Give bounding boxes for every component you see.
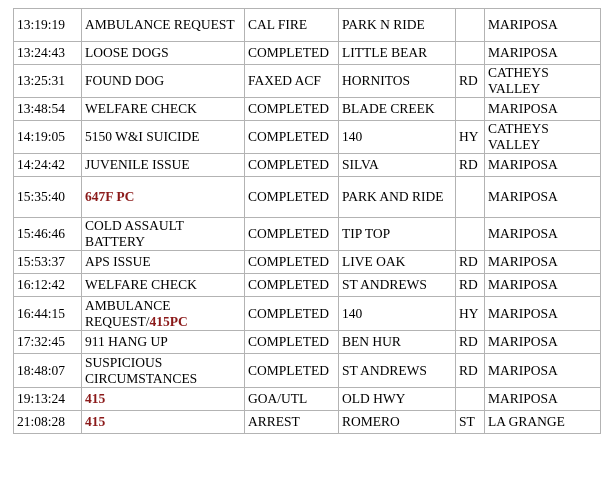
call-type-cell bbox=[82, 297, 245, 331]
disposition-cell: COMPLETED bbox=[245, 154, 339, 177]
call-type-text: WELFARE CHECK bbox=[85, 277, 197, 292]
table-row bbox=[14, 354, 601, 388]
call-time-cell: 17:32:45 bbox=[14, 331, 82, 354]
street-suffix-cell: HY bbox=[456, 297, 485, 331]
city-cell: MARIPOSA bbox=[485, 98, 601, 121]
street-suffix-cell: RD bbox=[456, 251, 485, 274]
city-cell: MARIPOSA bbox=[485, 154, 601, 177]
highlighted-call-code: 415 bbox=[85, 414, 106, 429]
city-cell: MARIPOSA bbox=[485, 9, 601, 42]
disposition-cell: COMPLETED bbox=[245, 297, 339, 331]
street-suffix-cell: RD bbox=[456, 274, 485, 297]
city-cell: MARIPOSA bbox=[485, 42, 601, 65]
call-time-cell: 15:46:46 bbox=[14, 218, 82, 251]
city-cell: MARIPOSA bbox=[485, 218, 601, 251]
call-time-cell: 14:19:05 bbox=[14, 121, 82, 154]
street-cell: BLADE CREEK bbox=[339, 98, 456, 121]
highlighted-call-code: 415PC bbox=[149, 313, 188, 329]
city-cell: MARIPOSA bbox=[485, 297, 601, 331]
street-suffix-cell: RD bbox=[456, 154, 485, 177]
table-row bbox=[14, 154, 601, 177]
call-type-text: LOOSE DOGS bbox=[85, 45, 169, 60]
street-cell: ST ANDREWS bbox=[339, 274, 456, 297]
table-row bbox=[14, 274, 601, 297]
street-cell: ROMERO bbox=[339, 411, 456, 434]
street-suffix-cell: HY bbox=[456, 121, 485, 154]
street-suffix-cell bbox=[456, 42, 485, 65]
call-time-cell: 18:48:07 bbox=[14, 354, 82, 388]
disposition-cell: COMPLETED bbox=[245, 121, 339, 154]
call-type-cell bbox=[82, 154, 245, 177]
call-type-cell bbox=[82, 411, 245, 434]
city-cell: MARIPOSA bbox=[485, 331, 601, 354]
disposition-cell: FAXED ACF bbox=[245, 65, 339, 98]
street-cell: PARK N RIDE bbox=[339, 9, 456, 42]
call-type-text: SUSPICIOUS CIRCUMSTANCES bbox=[85, 354, 198, 386]
street-cell: 140 bbox=[339, 297, 456, 331]
call-time-cell: 13:48:54 bbox=[14, 98, 82, 121]
street-suffix-cell bbox=[456, 218, 485, 251]
call-time-cell: 14:24:42 bbox=[14, 154, 82, 177]
call-type-cell bbox=[82, 354, 245, 388]
street-suffix-cell bbox=[456, 177, 485, 218]
call-type-cell bbox=[82, 9, 245, 42]
street-suffix-cell: RD bbox=[456, 65, 485, 98]
disposition-cell: COMPLETED bbox=[245, 177, 339, 218]
call-time-cell: 13:19:19 bbox=[14, 9, 82, 42]
call-log-body bbox=[14, 9, 601, 434]
table-row bbox=[14, 388, 601, 411]
street-suffix-cell bbox=[456, 98, 485, 121]
call-time-cell: 15:35:40 bbox=[14, 177, 82, 218]
call-type-cell bbox=[82, 177, 245, 218]
disposition-cell: GOA/UTL bbox=[245, 388, 339, 411]
city-cell: LA GRANGE bbox=[485, 411, 601, 434]
street-cell: LITTLE BEAR bbox=[339, 42, 456, 65]
street-suffix-cell: ST bbox=[456, 411, 485, 434]
call-type-cell bbox=[82, 98, 245, 121]
street-cell: PARK AND RIDE bbox=[339, 177, 456, 218]
street-suffix-cell bbox=[456, 388, 485, 411]
city-cell: MARIPOSA bbox=[485, 177, 601, 218]
call-time-cell: 15:53:37 bbox=[14, 251, 82, 274]
table-row bbox=[14, 9, 601, 42]
call-type-cell bbox=[82, 388, 245, 411]
call-type-text: AMBULANCE REQUEST bbox=[85, 17, 235, 32]
call-time-cell: 19:13:24 bbox=[14, 388, 82, 411]
call-time-cell: 21:08:28 bbox=[14, 411, 82, 434]
call-time-cell: 13:24:43 bbox=[14, 42, 82, 65]
street-suffix-cell bbox=[456, 9, 485, 42]
call-type-cell bbox=[82, 251, 245, 274]
disposition-cell: COMPLETED bbox=[245, 331, 339, 354]
call-type-cell bbox=[82, 274, 245, 297]
street-suffix-cell: RD bbox=[456, 331, 485, 354]
call-type-text: 5150 W&I SUICIDE bbox=[85, 129, 200, 144]
street-cell: OLD HWY bbox=[339, 388, 456, 411]
city-cell: MARIPOSA bbox=[485, 251, 601, 274]
highlighted-call-code: 415 bbox=[85, 391, 106, 406]
table-row bbox=[14, 177, 601, 218]
call-type-text: AMBULANCE REQUEST/ bbox=[85, 297, 171, 329]
city-cell: CATHEYS VALLEY bbox=[485, 121, 601, 154]
table-row bbox=[14, 65, 601, 98]
table-row bbox=[14, 411, 601, 434]
disposition-cell: COMPLETED bbox=[245, 251, 339, 274]
disposition-cell: CAL FIRE bbox=[245, 9, 339, 42]
street-cell: 140 bbox=[339, 121, 456, 154]
street-cell: SILVA bbox=[339, 154, 456, 177]
table-row bbox=[14, 98, 601, 121]
street-cell: ST ANDREWS bbox=[339, 354, 456, 388]
call-time-cell: 13:25:31 bbox=[14, 65, 82, 98]
call-type-text: WELFARE CHECK bbox=[85, 101, 197, 116]
city-cell: MARIPOSA bbox=[485, 354, 601, 388]
call-type-cell bbox=[82, 331, 245, 354]
street-cell: BEN HUR bbox=[339, 331, 456, 354]
disposition-cell: ARREST bbox=[245, 411, 339, 434]
call-type-text: JUVENILE ISSUE bbox=[85, 157, 190, 172]
disposition-cell: COMPLETED bbox=[245, 274, 339, 297]
call-type-text: FOUND DOG bbox=[85, 73, 165, 88]
call-time-cell: 16:44:15 bbox=[14, 297, 82, 331]
city-cell: MARIPOSA bbox=[485, 274, 601, 297]
disposition-cell: COMPLETED bbox=[245, 98, 339, 121]
disposition-cell: COMPLETED bbox=[245, 218, 339, 251]
call-type-text: APS ISSUE bbox=[85, 254, 151, 269]
call-type-cell bbox=[82, 42, 245, 65]
city-cell: MARIPOSA bbox=[485, 388, 601, 411]
street-cell: LIVE OAK bbox=[339, 251, 456, 274]
call-type-text: 911 HANG UP bbox=[85, 334, 168, 349]
table-row bbox=[14, 42, 601, 65]
disposition-cell: COMPLETED bbox=[245, 42, 339, 65]
street-cell: HORNITOS bbox=[339, 65, 456, 98]
table-row bbox=[14, 251, 601, 274]
call-log-table bbox=[13, 8, 601, 434]
city-cell: CATHEYS VALLEY bbox=[485, 65, 601, 98]
street-cell: TIP TOP bbox=[339, 218, 456, 251]
table-row bbox=[14, 297, 601, 331]
call-type-cell bbox=[82, 121, 245, 154]
call-type-cell bbox=[82, 218, 245, 251]
disposition-cell: COMPLETED bbox=[245, 354, 339, 388]
call-time-cell: 16:12:42 bbox=[14, 274, 82, 297]
table-row bbox=[14, 331, 601, 354]
table-row bbox=[14, 121, 601, 154]
call-type-cell bbox=[82, 65, 245, 98]
street-suffix-cell: RD bbox=[456, 354, 485, 388]
call-type-text: COLD ASSAULT BATTERY bbox=[85, 218, 184, 249]
table-row bbox=[14, 218, 601, 251]
highlighted-call-code: 647F PC bbox=[85, 189, 135, 204]
